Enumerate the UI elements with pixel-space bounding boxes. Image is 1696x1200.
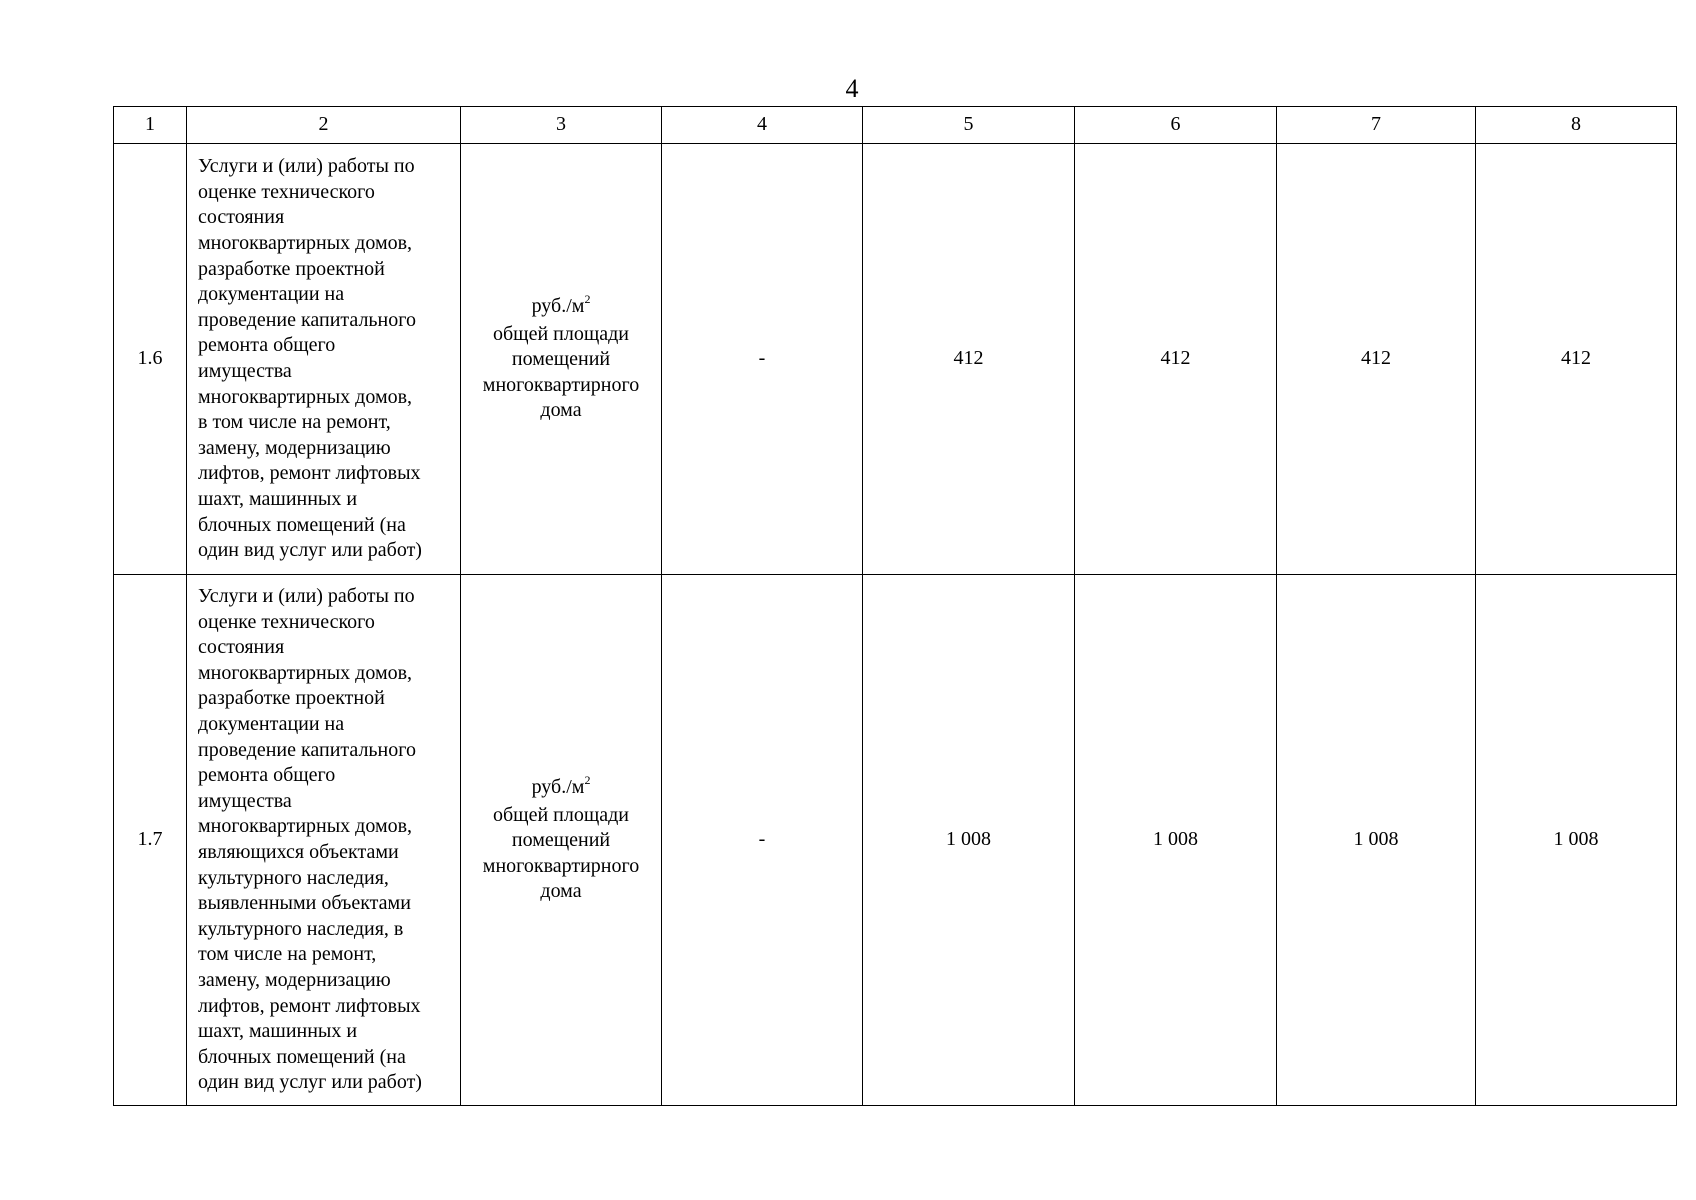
unit-superscript: 2 bbox=[584, 292, 591, 307]
value-cell: - bbox=[662, 144, 863, 575]
unit-cell bbox=[461, 144, 662, 575]
unit-main: руб./м bbox=[531, 295, 585, 318]
value-cell: - bbox=[662, 575, 863, 1106]
unit-rest: общей площади помещений многоквартирного дома bbox=[482, 322, 640, 422]
header-cell: 8 bbox=[1476, 107, 1677, 144]
row-number: 1.7 bbox=[114, 575, 187, 1106]
unit-main: руб./м bbox=[531, 776, 585, 799]
value-cell: 1 008 bbox=[1075, 575, 1277, 1106]
row-description: Услуги и (или) работы по оценке технического состояния многоквартирных домов, разработке проектной документации на проведение капитального ремонта общего имущества многоквартирных домов, в том числе на ремонт, замену, модернизацию лифтов, ремонт лифтовых шахт, машинных и блочных помещений (на один вид услуг или работ) bbox=[187, 144, 461, 575]
unit-superscript: 2 bbox=[584, 773, 591, 788]
header-cell: 1 bbox=[114, 107, 187, 144]
value-cell: 412 bbox=[1277, 144, 1476, 575]
row-number: 1.6 bbox=[114, 144, 187, 575]
page-number: 4 bbox=[845, 74, 859, 103]
header-cell: 3 bbox=[461, 107, 662, 144]
header-cell: 4 bbox=[662, 107, 863, 144]
value-cell: 412 bbox=[863, 144, 1075, 575]
value-cell: 1 008 bbox=[1476, 575, 1677, 1106]
table-header-row bbox=[114, 107, 1677, 144]
header-cell: 5 bbox=[863, 107, 1075, 144]
table-row bbox=[114, 144, 1677, 575]
table-row bbox=[114, 575, 1677, 1106]
value-cell: 412 bbox=[1476, 144, 1677, 575]
header-cell: 7 bbox=[1277, 107, 1476, 144]
value-cell: 1 008 bbox=[1277, 575, 1476, 1106]
value-cell: 1 008 bbox=[863, 575, 1075, 1106]
header-cell: 6 bbox=[1075, 107, 1277, 144]
row-description: Услуги и (или) работы по оценке технического состояния многоквартирных домов, разработке проектной документации на проведение капитального ремонта общего имущества многоквартирных домов, являющихся объектами культурного наследия, выявленными объектами культурного наследия, в том числе на ремонт, замену, модернизацию лифтов, ремонт лифтовых шахт, машинных и блочных помещений (на один вид услуг или работ) bbox=[187, 575, 461, 1106]
unit-rest: общей площади помещений многоквартирного дома bbox=[482, 803, 640, 903]
tariff-table bbox=[113, 106, 1677, 1106]
unit-cell bbox=[461, 575, 662, 1106]
header-cell: 2 bbox=[187, 107, 461, 144]
value-cell: 412 bbox=[1075, 144, 1277, 575]
